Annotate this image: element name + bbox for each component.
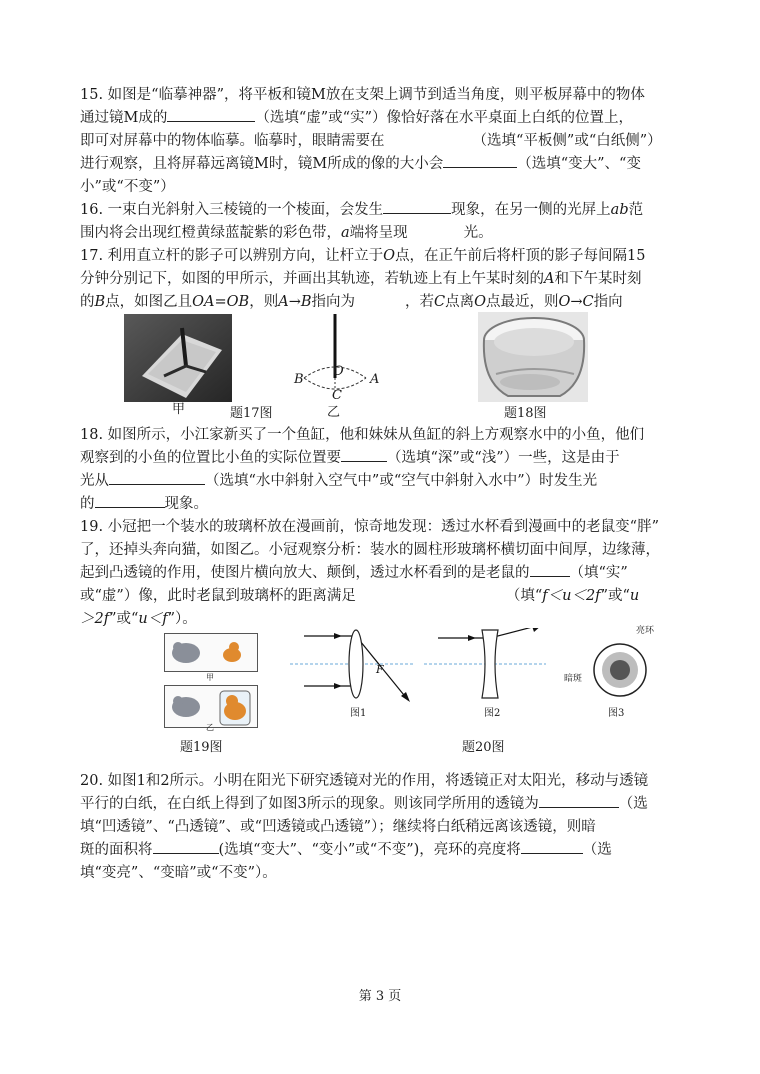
answer-blank[interactable] (383, 199, 451, 214)
q19-line3 (80, 562, 688, 585)
fig20-diagram-3-ring (592, 636, 648, 700)
q18-text: 光从 (80, 473, 109, 489)
q17-text: 指向为 (311, 294, 355, 310)
q18-line4 (80, 493, 688, 516)
q20-text: （选 (618, 796, 648, 812)
answer-blank[interactable] (355, 291, 405, 306)
q15-line2 (80, 107, 688, 130)
answer-blank[interactable] (109, 470, 205, 485)
q18-text: 观察到的小鱼的位置比小鱼的实际位置要 (80, 450, 341, 466)
q15-line3 (80, 130, 688, 153)
q18-text: 18. 如图所示，小江家新买了一个鱼缸，他和妹妹从鱼缸的斜上方观察水中的小鱼，他们 (80, 427, 645, 443)
fig17-label-jia: 甲 (172, 402, 186, 417)
q17-text: ，则 (249, 294, 279, 310)
q16-text: 光。 (463, 225, 493, 241)
q20-text: 平行的白纸，在白纸上得到了如图3所示的现象。则该同学所用的透镜为 (80, 796, 539, 812)
q18-text: 的 (80, 496, 95, 512)
answer-blank[interactable] (341, 447, 387, 462)
dark-spot-shape (610, 660, 630, 680)
page-number: 第 3 页 (358, 989, 402, 1004)
fig18-caption: 题18图 (504, 406, 547, 421)
q19-var: f＜u＜2f (542, 588, 601, 604)
fig20-caption-3: 图3 (608, 708, 625, 719)
q19-var: u (629, 588, 640, 604)
q16-text: 围内将会出现红橙黄绿蓝靛紫的彩色带， (80, 225, 341, 241)
concave-lens-shape (482, 630, 498, 698)
fig20-caption-1: 图1 (350, 708, 367, 719)
q17-text: 指向 (593, 294, 623, 310)
q15-line5 (80, 176, 688, 199)
q19-text: ”或“ (600, 588, 630, 604)
q16-line1 (80, 199, 688, 222)
fig20-bright-ring-label: 亮环 (636, 626, 655, 636)
q16-text: 现象，在另一侧的光屏上 (451, 202, 611, 218)
q15-text: （选填“变大”、“变 (517, 156, 641, 172)
q20-text: 填“变亮”、“变暗”或“不变”）。 (80, 865, 277, 881)
q16-text: 16. 一束白光斜射入三棱镜的一个棱面，会发生 (80, 202, 384, 218)
q17-text: 分钟分别记下，如图的甲所示，并画出其轨迹，若轨迹上有上午某时刻的 (80, 271, 544, 287)
q17-var: O (474, 294, 486, 310)
q15-line1 (80, 84, 688, 107)
q17-text: 点，如图乙且 (105, 294, 193, 310)
answer-blank[interactable] (167, 107, 255, 122)
answer-blank[interactable] (521, 839, 583, 854)
answer-blank[interactable] (95, 493, 165, 508)
q17-text: 点离 (445, 294, 475, 310)
q17-line1 (80, 245, 688, 268)
q19-line4 (80, 585, 688, 608)
q19-text: （填“实” (569, 565, 628, 581)
q15-text: 小”或“不变”） (80, 179, 175, 195)
fig19-label-top: 甲 (206, 673, 214, 682)
fig19-label-bottom: 乙 (206, 723, 214, 732)
q16-text: 范 (628, 202, 644, 218)
q19-var: ＞2f (80, 611, 110, 627)
q19-text: 或“虚”）像，此时老鼠到玻璃杯的距离满足 (80, 588, 356, 604)
q17-var: O (383, 248, 396, 264)
answer-blank[interactable] (356, 585, 506, 600)
answer-blank[interactable] (443, 153, 517, 168)
q20-text: 斑的面积将 (80, 842, 153, 858)
q19-text: ”或“ (109, 611, 139, 627)
fig17-point-c: C (332, 388, 342, 403)
answer-blank[interactable] (408, 222, 464, 237)
q17-line2 (80, 268, 688, 291)
q19-line1 (80, 516, 688, 539)
answer-blank[interactable] (385, 130, 473, 145)
q20-line2 (80, 793, 688, 816)
q15-text: 即可对屏幕中的物体临摹。临摹时，眼睛需要在 (80, 133, 385, 149)
fig17-point-o: O (333, 364, 344, 379)
fig17-point-b: B (294, 372, 304, 387)
answer-blank[interactable] (539, 793, 619, 808)
q18-line1 (80, 424, 688, 447)
q17-var: OA=OB (192, 294, 250, 310)
q17-text: 点最近，则 (486, 294, 559, 310)
q17-var: A→B (278, 294, 312, 310)
q19-text: （填“ (505, 588, 543, 604)
q20-text: 填“凹透镜”、“凸透镜”、或“凹透镜或凸透镜”）；继续将白纸稍远离该透镜，则暗 (80, 819, 596, 835)
q19-text: ”）。 (167, 611, 197, 627)
q20-line4 (80, 839, 688, 862)
fig18-fish-tank-photo (478, 312, 588, 402)
q18-text: 现象。 (164, 496, 208, 512)
fig17-label-yi: 乙 (327, 405, 341, 420)
q15-text: （选填“虚”或“实”）像恰好落在水平桌面上白纸的位置上， (255, 110, 634, 126)
q20-line1 (80, 770, 688, 793)
q18-text: （选填“水中斜射入空气中”或“空气中斜射入水中”）时发生光 (205, 473, 598, 489)
q15-text: （选填“平板侧”或“白纸侧”） (472, 133, 662, 149)
fig20-dark-spot-label: 暗斑 (564, 674, 583, 684)
fig20-caption-2: 图2 (484, 708, 501, 719)
q16-line2 (80, 222, 688, 245)
q16-var: ab (610, 202, 629, 218)
q19-text: 起到凸透镜的作用，使图片横向放大、颠倒，透过水杯看到的是老鼠的 (80, 565, 530, 581)
q19-text: 19. 小冠把一个装水的玻璃杯放在漫画前，惊奇地发现：透过水杯看到漫画中的老鼠变“胖” (80, 519, 659, 535)
q18-line2 (80, 447, 688, 470)
q17-text: 和下午某时刻 (554, 271, 642, 287)
fig17-point-a: A (370, 372, 380, 387)
q17-text: 点，在正午前后将杆顶的影子每间隔15 (395, 248, 646, 264)
q15-text: 15. 如图是“临摹神器”，将平板和镜M放在支架上调节到适当角度，则平板屏幕中的物体 (80, 87, 645, 103)
fig19-caption: 题19图 (180, 740, 223, 755)
q17-var: A (544, 271, 555, 287)
q20-text: （选 (582, 842, 612, 858)
q20-text: 20. 如图1和2所示。小明在阳光下研究透镜对光的作用，将透镜正对太阳光，移动与透镜 (80, 773, 649, 789)
fig20-caption: 题20图 (462, 740, 505, 755)
q17-var: O→C (558, 294, 594, 310)
fig20-focus-label: F (376, 663, 384, 676)
q18-text: （选填“深”或“浅”）一些，这是由于 (387, 450, 620, 466)
q19-var: u＜f (138, 611, 168, 627)
q17-var: C (434, 294, 446, 310)
q15-text: 进行观察，且将屏幕远离镜M时，镜M所成的像的大小会 (80, 156, 444, 172)
fig17-caption: 题17图 (230, 406, 273, 421)
q17-text: 的 (80, 294, 95, 310)
q15-line4 (80, 153, 688, 176)
answer-blank[interactable] (153, 839, 219, 854)
q20-line3 (80, 816, 688, 839)
q20-line5 (80, 862, 688, 885)
q15-text: 通过镜M成的 (80, 110, 168, 126)
answer-blank[interactable] (530, 562, 570, 577)
q16-var: a (341, 225, 350, 241)
q16-text: 端将呈现 (349, 225, 408, 241)
fig17-photo-jia (124, 314, 232, 402)
q18-line3 (80, 470, 688, 493)
convex-lens-shape (349, 630, 363, 698)
q19-text: 了，还掉头奔向猫，如图乙。小冠观察分析：装水的圆柱形玻璃杯横切面中间厚，边缘薄， (80, 542, 660, 558)
q17-text: 17. 利用直立杆的影子可以辨别方向，让杆立于 (80, 248, 384, 264)
q17-var: B (94, 294, 106, 310)
q20-text: (选填“变大”、“变小”或“不变”)，亮环的亮度将 (218, 842, 521, 858)
q19-line2 (80, 539, 688, 562)
q17-text: ，若 (405, 294, 434, 310)
